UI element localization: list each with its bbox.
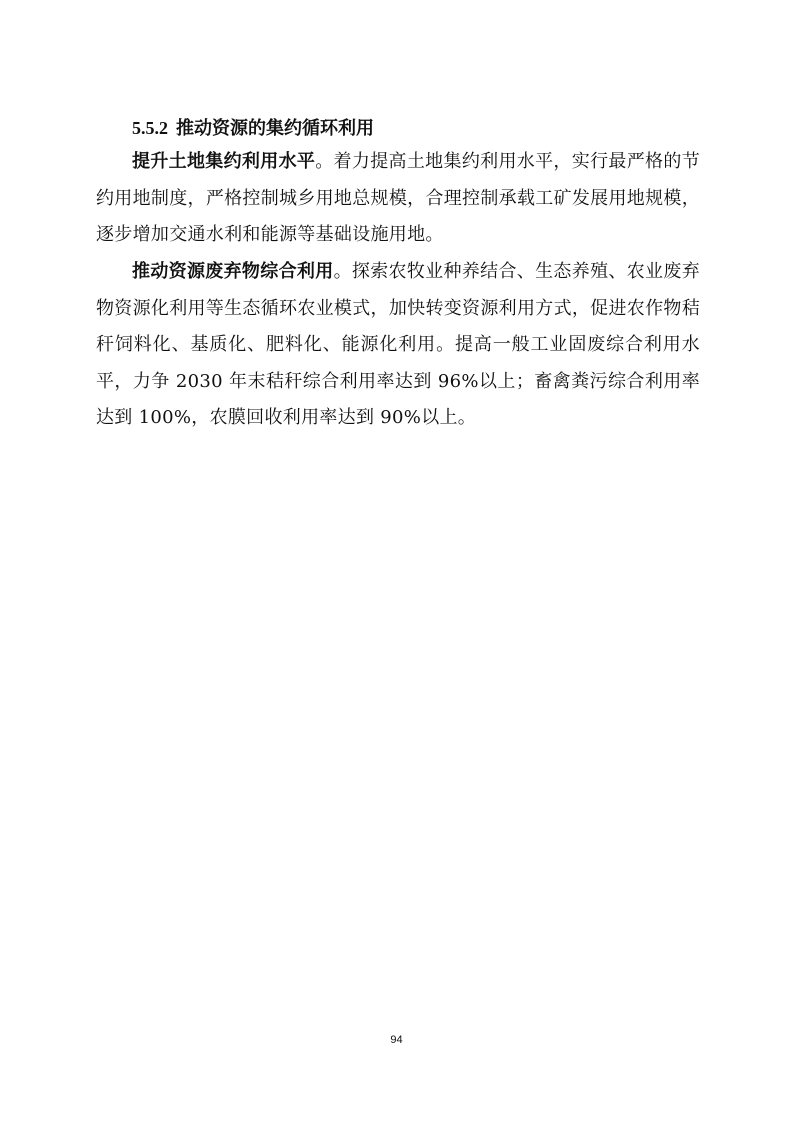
- paragraph-waste-utilization: [96, 254, 700, 437]
- paragraph-body: 。探索农牧业种养结合、生态养殖、农业废弃物资源化利用等生态循环农业模式，加快转变资源利用方式，促进农作物秸秆饲料化、基质化、肥料化、能源化利用。提高一般工业固废综合利用水平，力争 2030 年末秸秆综合利用率达到 96%以上；畜禽粪污综合利用率达到 100%，农膜回收利用率达到 90%以上。: [96, 261, 700, 428]
- paragraph-lead: 推动资源废弃物综合利用: [132, 261, 334, 282]
- paragraph-body: 。着力提高土地集约利用水平，实行最严格的节约用地制度，严格控制城乡用地总规模，合理控制承载工矿发展用地规模，逐步增加交通水利和能源等基础设施用地。: [96, 151, 700, 245]
- section-title: 推动资源的集约循环利用: [176, 118, 374, 139]
- page-number: 94: [390, 1034, 403, 1046]
- paragraph-land-use: [96, 144, 700, 254]
- paragraph-lead: 提升土地集约利用水平: [132, 151, 316, 172]
- section-number: 5.5.2: [132, 118, 168, 138]
- section-heading: [132, 116, 374, 141]
